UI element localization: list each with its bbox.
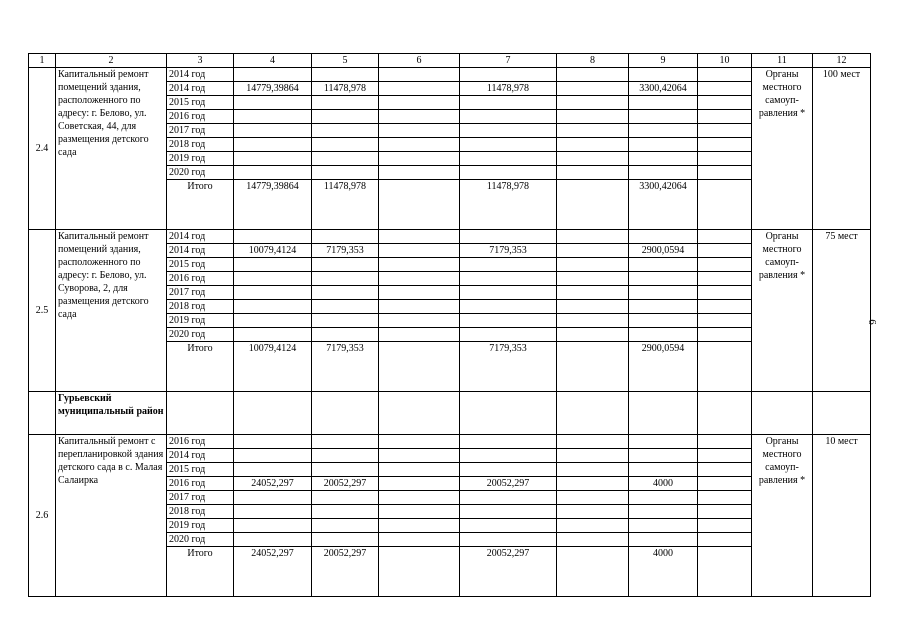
value-cell-c10 — [698, 328, 752, 342]
total-value-c9: 3300,42064 — [629, 180, 698, 230]
value-cell-c4 — [234, 166, 312, 180]
value-cell-c5 — [312, 258, 379, 272]
value-cell-c7 — [460, 491, 557, 505]
value-cell-c9: 4000 — [629, 477, 698, 491]
value-cell-c10 — [698, 463, 752, 477]
value-cell-c8 — [557, 519, 629, 533]
value-cell-c4 — [234, 491, 312, 505]
value-cell-c6 — [379, 286, 460, 300]
item-index: 2.6 — [29, 435, 56, 597]
value-cell-c4 — [234, 124, 312, 138]
value-cell-c6 — [379, 519, 460, 533]
empty-cell — [813, 392, 871, 435]
value-cell-c5 — [312, 286, 379, 300]
value-cell-c8 — [557, 272, 629, 286]
year-cell: 2015 год — [167, 463, 234, 477]
value-cell-c7 — [460, 300, 557, 314]
header-cell: 4 — [234, 54, 312, 68]
item-name: Капитальный ремонт помещений здания, расположенного по адресу: г. Белово, ул. Суворова, 2, для размещения детского сада — [56, 230, 167, 392]
year-cell: 2015 год — [167, 258, 234, 272]
empty-cell — [752, 392, 813, 435]
value-cell-c7 — [460, 166, 557, 180]
value-cell-c4 — [234, 519, 312, 533]
value-cell-c7 — [460, 435, 557, 449]
value-cell-c5 — [312, 110, 379, 124]
value-cell-c7 — [460, 449, 557, 463]
value-cell-c10 — [698, 166, 752, 180]
total-label: Итого — [167, 180, 234, 230]
empty-cell — [557, 392, 629, 435]
value-cell-c5 — [312, 505, 379, 519]
table-row — [29, 68, 871, 82]
value-cell-c6 — [379, 258, 460, 272]
budget-table — [28, 53, 871, 597]
value-cell-c4: 14779,39864 — [234, 82, 312, 96]
value-cell-c8 — [557, 449, 629, 463]
total-value-c8 — [557, 342, 629, 392]
total-value-c7: 7179,353 — [460, 342, 557, 392]
value-cell-c8 — [557, 435, 629, 449]
value-cell-c10 — [698, 244, 752, 258]
table-body — [29, 54, 871, 597]
total-value-c8 — [557, 180, 629, 230]
value-cell-c9 — [629, 152, 698, 166]
value-cell-c10 — [698, 519, 752, 533]
value-cell-c8 — [557, 68, 629, 82]
value-cell-c9 — [629, 96, 698, 110]
value-cell-c5 — [312, 449, 379, 463]
value-cell-c6 — [379, 152, 460, 166]
value-cell-c5 — [312, 314, 379, 328]
table-row — [29, 435, 871, 449]
value-cell-c10 — [698, 533, 752, 547]
value-cell-c7 — [460, 314, 557, 328]
value-cell-c4 — [234, 272, 312, 286]
value-cell-c7 — [460, 533, 557, 547]
total-value-c8 — [557, 547, 629, 597]
year-cell: 2014 год — [167, 244, 234, 258]
value-cell-c9 — [629, 435, 698, 449]
header-cell: 6 — [379, 54, 460, 68]
header-cell: 7 — [460, 54, 557, 68]
year-cell: 2016 год — [167, 272, 234, 286]
value-cell-c6 — [379, 435, 460, 449]
value-cell-c9 — [629, 230, 698, 244]
value-cell-c7 — [460, 272, 557, 286]
year-cell: 2014 год — [167, 82, 234, 96]
value-cell-c7 — [460, 286, 557, 300]
total-value-c5: 11478,978 — [312, 180, 379, 230]
year-cell: 2017 год — [167, 124, 234, 138]
header-cell: 1 — [29, 54, 56, 68]
value-cell-c8 — [557, 230, 629, 244]
value-cell-c9 — [629, 272, 698, 286]
value-cell-c5 — [312, 328, 379, 342]
value-cell-c6 — [379, 124, 460, 138]
header-row — [29, 54, 871, 68]
value-cell-c4 — [234, 505, 312, 519]
year-cell: 2018 год — [167, 300, 234, 314]
value-cell-c10 — [698, 110, 752, 124]
value-cell-c8 — [557, 491, 629, 505]
year-cell: 2020 год — [167, 533, 234, 547]
value-cell-c4 — [234, 110, 312, 124]
total-value-c10 — [698, 547, 752, 597]
year-cell: 2015 год — [167, 96, 234, 110]
total-value-c5: 7179,353 — [312, 342, 379, 392]
header-cell: 8 — [557, 54, 629, 68]
total-value-c5: 20052,297 — [312, 547, 379, 597]
total-value-c6 — [379, 180, 460, 230]
value-cell-c9 — [629, 300, 698, 314]
value-cell-c10 — [698, 505, 752, 519]
year-cell: 2014 год — [167, 449, 234, 463]
value-cell-c9: 3300,42064 — [629, 82, 698, 96]
item-name: Капитальный ремонт помещений здания, расположенного по адресу: г. Белово, ул. Советская, 44, для размещения детского сада — [56, 68, 167, 230]
value-cell-c9 — [629, 166, 698, 180]
value-cell-c9 — [629, 314, 698, 328]
header-cell: 9 — [629, 54, 698, 68]
year-cell: 2016 год — [167, 110, 234, 124]
value-cell-c9 — [629, 505, 698, 519]
value-cell-c7 — [460, 152, 557, 166]
total-label: Итого — [167, 547, 234, 597]
value-cell-c9 — [629, 110, 698, 124]
value-cell-c4 — [234, 463, 312, 477]
total-value-c9: 2900,0594 — [629, 342, 698, 392]
total-value-c4: 14779,39864 — [234, 180, 312, 230]
value-cell-c7 — [460, 110, 557, 124]
year-cell: 2020 год — [167, 328, 234, 342]
value-cell-c6 — [379, 314, 460, 328]
total-value-c9: 4000 — [629, 547, 698, 597]
capacity: 100 мест — [813, 68, 871, 230]
value-cell-c10 — [698, 477, 752, 491]
value-cell-c9 — [629, 463, 698, 477]
value-cell-c8 — [557, 82, 629, 96]
value-cell-c10 — [698, 286, 752, 300]
value-cell-c8 — [557, 258, 629, 272]
value-cell-c7: 11478,978 — [460, 82, 557, 96]
value-cell-c6 — [379, 449, 460, 463]
year-cell: 2017 год — [167, 286, 234, 300]
item-name: Капитальный ремонт с перепланировкой здания детского сада в с. Малая Салаирка — [56, 435, 167, 597]
year-cell: 2019 год — [167, 519, 234, 533]
value-cell-c6 — [379, 491, 460, 505]
total-value-c7: 11478,978 — [460, 180, 557, 230]
item-index: 2.5 — [29, 230, 56, 392]
header-cell: 3 — [167, 54, 234, 68]
empty-cell — [234, 392, 312, 435]
value-cell-c5 — [312, 300, 379, 314]
value-cell-c10 — [698, 138, 752, 152]
value-cell-c10 — [698, 258, 752, 272]
value-cell-c10 — [698, 82, 752, 96]
year-cell: 2018 год — [167, 505, 234, 519]
value-cell-c6 — [379, 82, 460, 96]
value-cell-c9 — [629, 258, 698, 272]
value-cell-c9 — [629, 328, 698, 342]
total-value-c10 — [698, 342, 752, 392]
value-cell-c5 — [312, 533, 379, 547]
year-cell: 2016 год — [167, 477, 234, 491]
value-cell-c8 — [557, 477, 629, 491]
year-cell: 2014 год — [167, 68, 234, 82]
value-cell-c10 — [698, 272, 752, 286]
empty-cell — [312, 392, 379, 435]
value-cell-c6 — [379, 300, 460, 314]
value-cell-c4 — [234, 96, 312, 110]
value-cell-c5: 20052,297 — [312, 477, 379, 491]
empty-cell — [460, 392, 557, 435]
value-cell-c5 — [312, 138, 379, 152]
header-cell: 11 — [752, 54, 813, 68]
empty-cell — [629, 392, 698, 435]
value-cell-c8 — [557, 124, 629, 138]
value-cell-c8 — [557, 110, 629, 124]
value-cell-c10 — [698, 449, 752, 463]
capacity: 75 мест — [813, 230, 871, 392]
page-number: 6 — [866, 319, 878, 325]
value-cell-c8 — [557, 314, 629, 328]
header-cell: 5 — [312, 54, 379, 68]
year-cell: 2016 год — [167, 435, 234, 449]
value-cell-c9 — [629, 491, 698, 505]
value-cell-c10 — [698, 230, 752, 244]
value-cell-c8 — [557, 505, 629, 519]
empty-cell — [29, 392, 56, 435]
total-value-c7: 20052,297 — [460, 547, 557, 597]
value-cell-c9: 2900,0594 — [629, 244, 698, 258]
value-cell-c8 — [557, 96, 629, 110]
value-cell-c6 — [379, 138, 460, 152]
value-cell-c9 — [629, 124, 698, 138]
header-cell: 12 — [813, 54, 871, 68]
value-cell-c9 — [629, 68, 698, 82]
value-cell-c5 — [312, 96, 379, 110]
value-cell-c9 — [629, 138, 698, 152]
value-cell-c5 — [312, 463, 379, 477]
table-row — [29, 230, 871, 244]
year-cell: 2019 год — [167, 314, 234, 328]
value-cell-c8 — [557, 138, 629, 152]
value-cell-c6 — [379, 110, 460, 124]
empty-cell — [379, 392, 460, 435]
year-cell: 2020 год — [167, 166, 234, 180]
capacity: 10 мест — [813, 435, 871, 597]
district-name: Гурьевский муниципальный район — [56, 392, 167, 435]
value-cell-c7 — [460, 258, 557, 272]
value-cell-c6 — [379, 533, 460, 547]
value-cell-c6 — [379, 272, 460, 286]
value-cell-c8 — [557, 166, 629, 180]
value-cell-c8 — [557, 286, 629, 300]
responsible-org: Органы местного самоуп-равления * — [752, 230, 813, 392]
value-cell-c4 — [234, 533, 312, 547]
value-cell-c7 — [460, 96, 557, 110]
value-cell-c5 — [312, 519, 379, 533]
value-cell-c7: 20052,297 — [460, 477, 557, 491]
value-cell-c10 — [698, 491, 752, 505]
value-cell-c6 — [379, 230, 460, 244]
value-cell-c4 — [234, 230, 312, 244]
value-cell-c10 — [698, 124, 752, 138]
value-cell-c8 — [557, 328, 629, 342]
value-cell-c6 — [379, 505, 460, 519]
value-cell-c7 — [460, 68, 557, 82]
value-cell-c4 — [234, 258, 312, 272]
value-cell-c6 — [379, 68, 460, 82]
value-cell-c5: 7179,353 — [312, 244, 379, 258]
value-cell-c8 — [557, 300, 629, 314]
total-value-c4: 10079,4124 — [234, 342, 312, 392]
value-cell-c10 — [698, 435, 752, 449]
value-cell-c5 — [312, 166, 379, 180]
value-cell-c7 — [460, 519, 557, 533]
value-cell-c5 — [312, 272, 379, 286]
value-cell-c9 — [629, 519, 698, 533]
empty-cell — [698, 392, 752, 435]
value-cell-c9 — [629, 449, 698, 463]
value-cell-c9 — [629, 533, 698, 547]
value-cell-c8 — [557, 244, 629, 258]
value-cell-c8 — [557, 533, 629, 547]
value-cell-c7 — [460, 124, 557, 138]
total-label: Итого — [167, 342, 234, 392]
value-cell-c7 — [460, 230, 557, 244]
empty-cell — [167, 392, 234, 435]
value-cell-c7 — [460, 505, 557, 519]
value-cell-c4 — [234, 286, 312, 300]
year-cell: 2018 год — [167, 138, 234, 152]
header-cell: 10 — [698, 54, 752, 68]
value-cell-c4: 24052,297 — [234, 477, 312, 491]
value-cell-c7 — [460, 328, 557, 342]
value-cell-c7 — [460, 138, 557, 152]
value-cell-c4 — [234, 300, 312, 314]
total-value-c6 — [379, 547, 460, 597]
total-value-c4: 24052,297 — [234, 547, 312, 597]
value-cell-c6 — [379, 328, 460, 342]
value-cell-c6 — [379, 477, 460, 491]
value-cell-c5 — [312, 152, 379, 166]
item-index: 2.4 — [29, 68, 56, 230]
value-cell-c4 — [234, 152, 312, 166]
value-cell-c5 — [312, 68, 379, 82]
value-cell-c5 — [312, 435, 379, 449]
value-cell-c5 — [312, 124, 379, 138]
value-cell-c4 — [234, 68, 312, 82]
value-cell-c10 — [698, 314, 752, 328]
value-cell-c8 — [557, 463, 629, 477]
value-cell-c8 — [557, 152, 629, 166]
value-cell-c10 — [698, 152, 752, 166]
value-cell-c10 — [698, 96, 752, 110]
value-cell-c4 — [234, 328, 312, 342]
value-cell-c6 — [379, 463, 460, 477]
year-cell: 2014 год — [167, 230, 234, 244]
value-cell-c4 — [234, 435, 312, 449]
value-cell-c5: 11478,978 — [312, 82, 379, 96]
value-cell-c4: 10079,4124 — [234, 244, 312, 258]
year-cell: 2019 год — [167, 152, 234, 166]
value-cell-c5 — [312, 491, 379, 505]
value-cell-c4 — [234, 449, 312, 463]
year-cell: 2017 год — [167, 491, 234, 505]
total-value-c6 — [379, 342, 460, 392]
responsible-org: Органы местного самоуп-равления * — [752, 68, 813, 230]
value-cell-c5 — [312, 230, 379, 244]
value-cell-c6 — [379, 166, 460, 180]
value-cell-c7 — [460, 463, 557, 477]
value-cell-c9 — [629, 286, 698, 300]
value-cell-c10 — [698, 300, 752, 314]
value-cell-c10 — [698, 68, 752, 82]
value-cell-c4 — [234, 314, 312, 328]
value-cell-c6 — [379, 96, 460, 110]
value-cell-c4 — [234, 138, 312, 152]
responsible-org: Органы местного самоуп-равления * — [752, 435, 813, 597]
value-cell-c7: 7179,353 — [460, 244, 557, 258]
total-value-c10 — [698, 180, 752, 230]
value-cell-c6 — [379, 244, 460, 258]
district-row — [29, 392, 871, 435]
header-cell: 2 — [56, 54, 167, 68]
